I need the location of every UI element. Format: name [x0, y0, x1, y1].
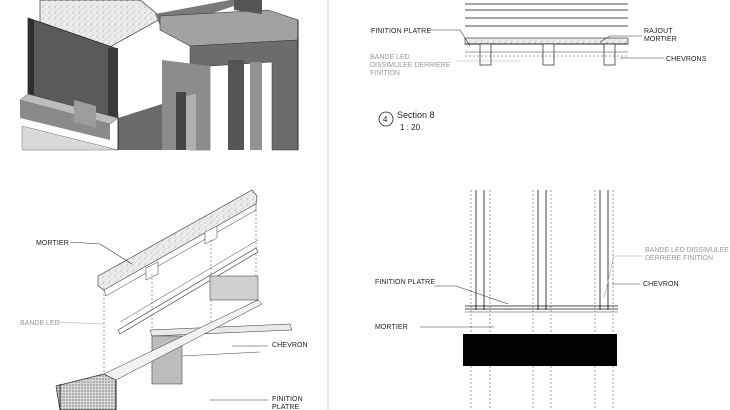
- label-bande-led-2: DISSIMULEE DERRIERE: [370, 62, 451, 69]
- label-bande-led-elev: BANDE LED DISSIMULEE: [645, 247, 730, 254]
- isometric-detail-bottom-left: [20, 190, 308, 410]
- label-rajout: RAJOUT: [644, 28, 673, 35]
- label-finition-iso: FINITION: [272, 396, 303, 403]
- label-bande-led: BANDE LED: [370, 54, 410, 61]
- label-chevron-elev: CHEVRON: [643, 281, 679, 288]
- label-bande-led-iso: BANDE LED: [20, 320, 60, 327]
- label-bande-led-elev-2: DERRIERE FINITION: [645, 255, 714, 262]
- label-finition-platre: FINITION PLATRE: [371, 28, 432, 35]
- chevron-2: [543, 44, 554, 65]
- label-mortier-iso: MORTIER: [36, 240, 69, 247]
- label-finition-platre-elev: FINITION PLATRE: [375, 279, 436, 286]
- label-chevrons: CHEVRONS: [666, 56, 707, 63]
- label-mortier-elev: MORTIER: [375, 324, 408, 331]
- isometric-view-top-left: [20, 0, 298, 150]
- section-title: Section 8: [397, 110, 435, 120]
- section-detail-top-right: [370, 4, 707, 132]
- chevron-3: [604, 44, 615, 65]
- section-scale: 1 : 20: [400, 123, 421, 132]
- elevation-detail-bottom-right: [375, 190, 729, 410]
- label-mortier: MORTIER: [644, 36, 677, 43]
- section-number: 4: [383, 115, 388, 124]
- chevron-1: [480, 44, 491, 65]
- label-bande-led-3: FINITION: [370, 70, 400, 77]
- label-platre-iso: PLATRE: [272, 404, 300, 410]
- label-chevron-iso: CHEVRON: [272, 342, 308, 349]
- mortier-block: [463, 334, 617, 366]
